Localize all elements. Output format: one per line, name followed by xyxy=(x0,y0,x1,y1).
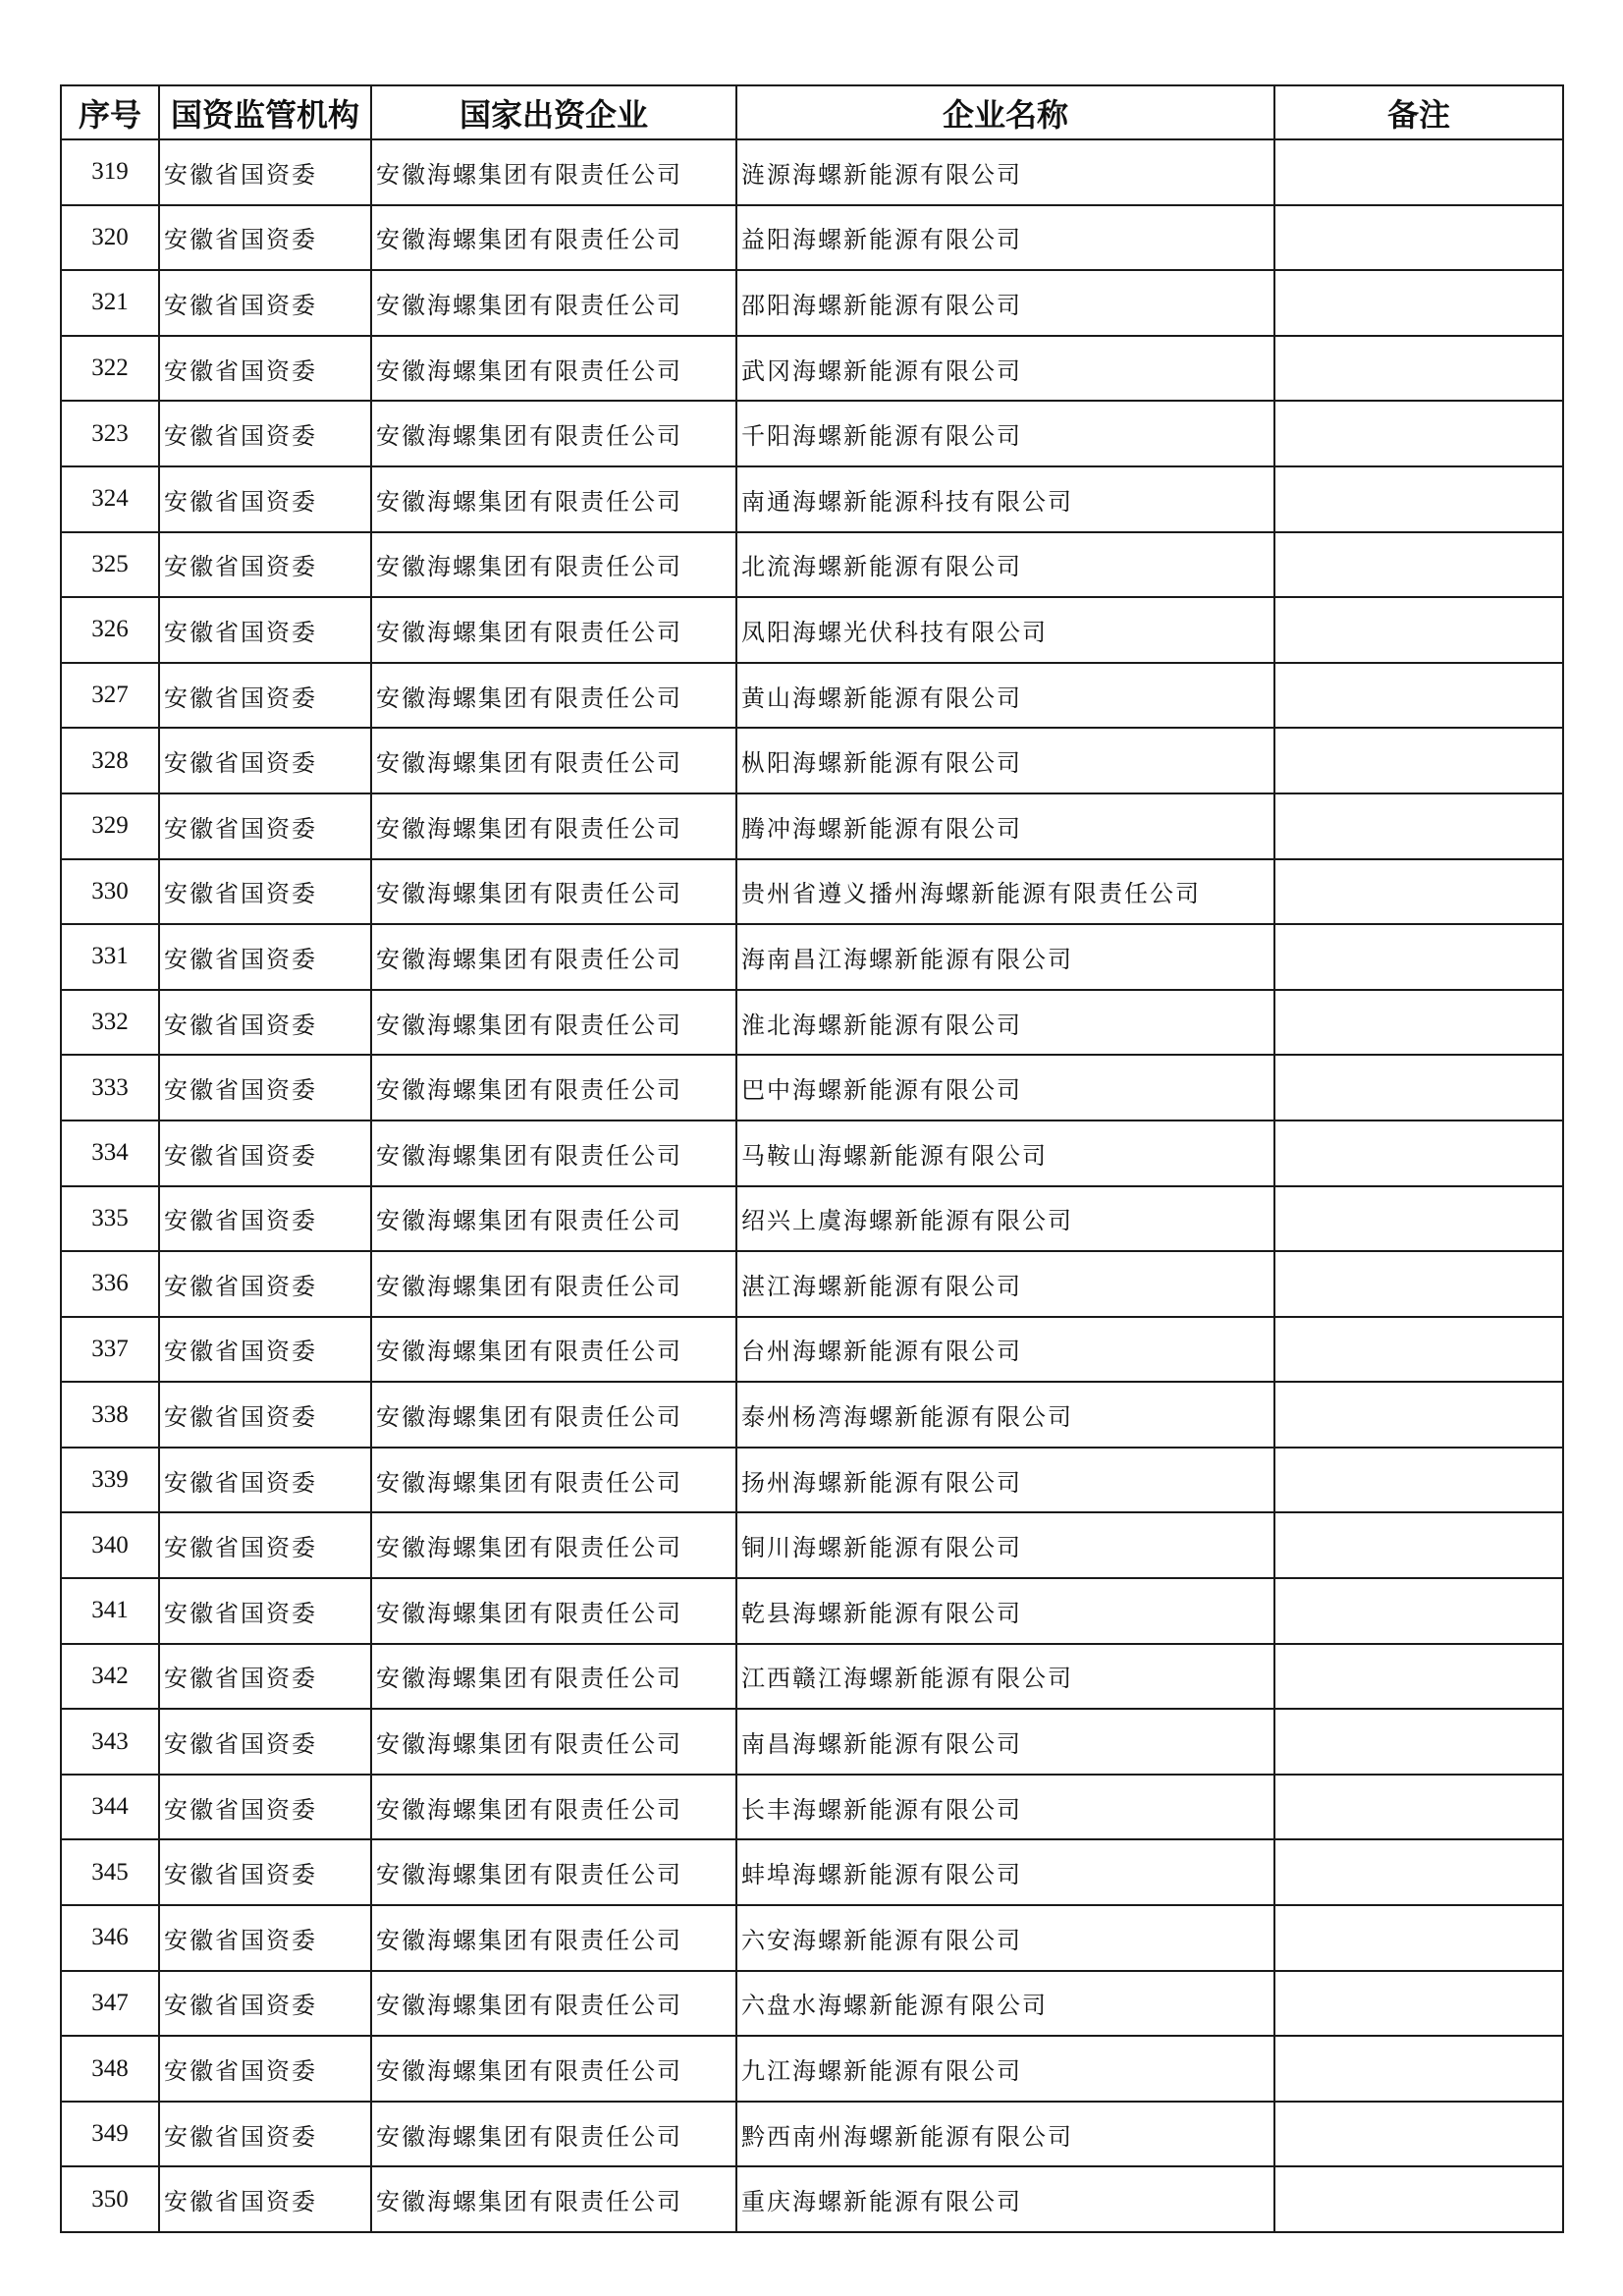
note-cell xyxy=(1274,139,1563,205)
table-row xyxy=(61,1905,1563,1971)
note-cell xyxy=(1274,1448,1563,1513)
serial-cell: 320 xyxy=(61,205,159,271)
investor-cell: 安徽海螺集团有限责任公司 xyxy=(371,1382,736,1448)
investor-cell: 安徽海螺集团有限责任公司 xyxy=(371,466,736,532)
note-cell xyxy=(1274,2036,1563,2102)
table-row xyxy=(61,728,1563,793)
header-investor: 国家出资企业 xyxy=(371,85,736,139)
serial-cell: 341 xyxy=(61,1578,159,1644)
investor-cell: 安徽海螺集团有限责任公司 xyxy=(371,1317,736,1383)
company-cell: 淮北海螺新能源有限公司 xyxy=(736,990,1274,1056)
regulator-cell: 安徽省国资委 xyxy=(159,859,371,925)
table-row xyxy=(61,1709,1563,1775)
investor-cell: 安徽海螺集团有限责任公司 xyxy=(371,1839,736,1905)
enterprise-table xyxy=(60,84,1564,2233)
company-cell: 南通海螺新能源科技有限公司 xyxy=(736,466,1274,532)
table-row xyxy=(61,1055,1563,1121)
investor-cell: 安徽海螺集团有限责任公司 xyxy=(371,1905,736,1971)
investor-cell: 安徽海螺集团有限责任公司 xyxy=(371,139,736,205)
company-cell: 凤阳海螺光伏科技有限公司 xyxy=(736,597,1274,663)
table-row xyxy=(61,1644,1563,1710)
note-cell xyxy=(1274,728,1563,793)
header-note: 备注 xyxy=(1274,85,1563,139)
table-row xyxy=(61,1186,1563,1252)
investor-cell: 安徽海螺集团有限责任公司 xyxy=(371,1055,736,1121)
note-cell xyxy=(1274,1839,1563,1905)
regulator-cell: 安徽省国资委 xyxy=(159,1775,371,1840)
note-cell xyxy=(1274,401,1563,466)
company-cell: 武冈海螺新能源有限公司 xyxy=(736,336,1274,402)
header-regulator: 国资监管机构 xyxy=(159,85,371,139)
investor-cell: 安徽海螺集团有限责任公司 xyxy=(371,270,736,336)
serial-cell: 327 xyxy=(61,663,159,729)
company-cell: 益阳海螺新能源有限公司 xyxy=(736,205,1274,271)
investor-cell: 安徽海螺集团有限责任公司 xyxy=(371,1709,736,1775)
note-cell xyxy=(1274,1512,1563,1578)
regulator-cell: 安徽省国资委 xyxy=(159,532,371,598)
note-cell xyxy=(1274,1971,1563,2037)
company-cell: 绍兴上虞海螺新能源有限公司 xyxy=(736,1186,1274,1252)
company-cell: 九江海螺新能源有限公司 xyxy=(736,2036,1274,2102)
regulator-cell: 安徽省国资委 xyxy=(159,1512,371,1578)
table-row xyxy=(61,924,1563,990)
company-cell: 六安海螺新能源有限公司 xyxy=(736,1905,1274,1971)
investor-cell: 安徽海螺集团有限责任公司 xyxy=(371,2166,736,2232)
note-cell xyxy=(1274,663,1563,729)
serial-cell: 324 xyxy=(61,466,159,532)
regulator-cell: 安徽省国资委 xyxy=(159,1578,371,1644)
serial-cell: 338 xyxy=(61,1382,159,1448)
table-row xyxy=(61,1251,1563,1317)
table-row xyxy=(61,1578,1563,1644)
company-cell: 重庆海螺新能源有限公司 xyxy=(736,2166,1274,2232)
note-cell xyxy=(1274,1317,1563,1383)
serial-cell: 329 xyxy=(61,793,159,859)
table-row xyxy=(61,139,1563,205)
investor-cell: 安徽海螺集团有限责任公司 xyxy=(371,663,736,729)
company-cell: 铜川海螺新能源有限公司 xyxy=(736,1512,1274,1578)
serial-cell: 334 xyxy=(61,1121,159,1186)
note-cell xyxy=(1274,1644,1563,1710)
header-row xyxy=(61,85,1563,139)
investor-cell: 安徽海螺集团有限责任公司 xyxy=(371,597,736,663)
note-cell xyxy=(1274,2166,1563,2232)
note-cell xyxy=(1274,1186,1563,1252)
regulator-cell: 安徽省国资委 xyxy=(159,2166,371,2232)
regulator-cell: 安徽省国资委 xyxy=(159,2036,371,2102)
investor-cell: 安徽海螺集团有限责任公司 xyxy=(371,1121,736,1186)
table-row xyxy=(61,1775,1563,1840)
regulator-cell: 安徽省国资委 xyxy=(159,1317,371,1383)
table-row xyxy=(61,1839,1563,1905)
note-cell xyxy=(1274,1709,1563,1775)
serial-cell: 333 xyxy=(61,1055,159,1121)
company-cell: 长丰海螺新能源有限公司 xyxy=(736,1775,1274,1840)
serial-cell: 339 xyxy=(61,1448,159,1513)
regulator-cell: 安徽省国资委 xyxy=(159,1186,371,1252)
table-row xyxy=(61,2036,1563,2102)
header-serial: 序号 xyxy=(61,85,159,139)
table-row xyxy=(61,466,1563,532)
serial-cell: 345 xyxy=(61,1839,159,1905)
regulator-cell: 安徽省国资委 xyxy=(159,1382,371,1448)
note-cell xyxy=(1274,1905,1563,1971)
serial-cell: 348 xyxy=(61,2036,159,2102)
table-row xyxy=(61,663,1563,729)
table-row xyxy=(61,1382,1563,1448)
company-cell: 涟源海螺新能源有限公司 xyxy=(736,139,1274,205)
note-cell xyxy=(1274,532,1563,598)
investor-cell: 安徽海螺集团有限责任公司 xyxy=(371,205,736,271)
company-cell: 海南昌江海螺新能源有限公司 xyxy=(736,924,1274,990)
investor-cell: 安徽海螺集团有限责任公司 xyxy=(371,859,736,925)
company-cell: 南昌海螺新能源有限公司 xyxy=(736,1709,1274,1775)
note-cell xyxy=(1274,859,1563,925)
serial-cell: 346 xyxy=(61,1905,159,1971)
serial-cell: 342 xyxy=(61,1644,159,1710)
serial-cell: 340 xyxy=(61,1512,159,1578)
company-cell: 北流海螺新能源有限公司 xyxy=(736,532,1274,598)
company-cell: 巴中海螺新能源有限公司 xyxy=(736,1055,1274,1121)
regulator-cell: 安徽省国资委 xyxy=(159,1055,371,1121)
investor-cell: 安徽海螺集团有限责任公司 xyxy=(371,1644,736,1710)
serial-cell: 332 xyxy=(61,990,159,1056)
serial-cell: 323 xyxy=(61,401,159,466)
company-cell: 扬州海螺新能源有限公司 xyxy=(736,1448,1274,1513)
investor-cell: 安徽海螺集团有限责任公司 xyxy=(371,990,736,1056)
company-cell: 江西赣江海螺新能源有限公司 xyxy=(736,1644,1274,1710)
company-cell: 台州海螺新能源有限公司 xyxy=(736,1317,1274,1383)
table-row xyxy=(61,2166,1563,2232)
company-cell: 黄山海螺新能源有限公司 xyxy=(736,663,1274,729)
regulator-cell: 安徽省国资委 xyxy=(159,793,371,859)
serial-cell: 343 xyxy=(61,1709,159,1775)
note-cell xyxy=(1274,990,1563,1056)
investor-cell: 安徽海螺集团有限责任公司 xyxy=(371,532,736,598)
company-cell: 邵阳海螺新能源有限公司 xyxy=(736,270,1274,336)
regulator-cell: 安徽省国资委 xyxy=(159,466,371,532)
serial-cell: 322 xyxy=(61,336,159,402)
header-company: 企业名称 xyxy=(736,85,1274,139)
table-row xyxy=(61,1448,1563,1513)
company-cell: 枞阳海螺新能源有限公司 xyxy=(736,728,1274,793)
regulator-cell: 安徽省国资委 xyxy=(159,1709,371,1775)
investor-cell: 安徽海螺集团有限责任公司 xyxy=(371,336,736,402)
note-cell xyxy=(1274,205,1563,271)
regulator-cell: 安徽省国资委 xyxy=(159,2102,371,2167)
regulator-cell: 安徽省国资委 xyxy=(159,597,371,663)
serial-cell: 335 xyxy=(61,1186,159,1252)
serial-cell: 350 xyxy=(61,2166,159,2232)
table-row xyxy=(61,336,1563,402)
serial-cell: 349 xyxy=(61,2102,159,2167)
investor-cell: 安徽海螺集团有限责任公司 xyxy=(371,1971,736,2037)
investor-cell: 安徽海螺集团有限责任公司 xyxy=(371,728,736,793)
serial-cell: 328 xyxy=(61,728,159,793)
company-cell: 贵州省遵义播州海螺新能源有限责任公司 xyxy=(736,859,1274,925)
serial-cell: 330 xyxy=(61,859,159,925)
table-row xyxy=(61,793,1563,859)
serial-cell: 336 xyxy=(61,1251,159,1317)
regulator-cell: 安徽省国资委 xyxy=(159,1251,371,1317)
company-cell: 六盘水海螺新能源有限公司 xyxy=(736,1971,1274,2037)
serial-cell: 326 xyxy=(61,597,159,663)
regulator-cell: 安徽省国资委 xyxy=(159,1971,371,2037)
note-cell xyxy=(1274,1382,1563,1448)
table-row xyxy=(61,1121,1563,1186)
note-cell xyxy=(1274,1251,1563,1317)
table-row xyxy=(61,532,1563,598)
serial-cell: 321 xyxy=(61,270,159,336)
table-row xyxy=(61,1317,1563,1383)
table-row xyxy=(61,1512,1563,1578)
investor-cell: 安徽海螺集团有限责任公司 xyxy=(371,1578,736,1644)
regulator-cell: 安徽省国资委 xyxy=(159,205,371,271)
table-row xyxy=(61,859,1563,925)
regulator-cell: 安徽省国资委 xyxy=(159,1839,371,1905)
regulator-cell: 安徽省国资委 xyxy=(159,401,371,466)
note-cell xyxy=(1274,1121,1563,1186)
regulator-cell: 安徽省国资委 xyxy=(159,1121,371,1186)
note-cell xyxy=(1274,336,1563,402)
regulator-cell: 安徽省国资委 xyxy=(159,663,371,729)
table-row xyxy=(61,1971,1563,2037)
note-cell xyxy=(1274,924,1563,990)
investor-cell: 安徽海螺集团有限责任公司 xyxy=(371,1775,736,1840)
table-row xyxy=(61,401,1563,466)
investor-cell: 安徽海螺集团有限责任公司 xyxy=(371,2102,736,2167)
table-row xyxy=(61,270,1563,336)
investor-cell: 安徽海螺集团有限责任公司 xyxy=(371,1186,736,1252)
serial-cell: 331 xyxy=(61,924,159,990)
regulator-cell: 安徽省国资委 xyxy=(159,1448,371,1513)
company-cell: 泰州杨湾海螺新能源有限公司 xyxy=(736,1382,1274,1448)
investor-cell: 安徽海螺集团有限责任公司 xyxy=(371,401,736,466)
regulator-cell: 安徽省国资委 xyxy=(159,924,371,990)
investor-cell: 安徽海螺集团有限责任公司 xyxy=(371,1251,736,1317)
table-body xyxy=(61,139,1563,2232)
table-row xyxy=(61,990,1563,1056)
company-cell: 湛江海螺新能源有限公司 xyxy=(736,1251,1274,1317)
company-cell: 千阳海螺新能源有限公司 xyxy=(736,401,1274,466)
table-row xyxy=(61,205,1563,271)
investor-cell: 安徽海螺集团有限责任公司 xyxy=(371,1448,736,1513)
regulator-cell: 安徽省国资委 xyxy=(159,990,371,1056)
company-cell: 黔西南州海螺新能源有限公司 xyxy=(736,2102,1274,2167)
regulator-cell: 安徽省国资委 xyxy=(159,1905,371,1971)
table-row xyxy=(61,597,1563,663)
table-row xyxy=(61,2102,1563,2167)
note-cell xyxy=(1274,2102,1563,2167)
regulator-cell: 安徽省国资委 xyxy=(159,139,371,205)
regulator-cell: 安徽省国资委 xyxy=(159,336,371,402)
serial-cell: 337 xyxy=(61,1317,159,1383)
company-cell: 蚌埠海螺新能源有限公司 xyxy=(736,1839,1274,1905)
regulator-cell: 安徽省国资委 xyxy=(159,728,371,793)
serial-cell: 325 xyxy=(61,532,159,598)
note-cell xyxy=(1274,270,1563,336)
company-cell: 腾冲海螺新能源有限公司 xyxy=(736,793,1274,859)
serial-cell: 344 xyxy=(61,1775,159,1840)
serial-cell: 347 xyxy=(61,1971,159,2037)
investor-cell: 安徽海螺集团有限责任公司 xyxy=(371,1512,736,1578)
company-cell: 乾县海螺新能源有限公司 xyxy=(736,1578,1274,1644)
investor-cell: 安徽海螺集团有限责任公司 xyxy=(371,924,736,990)
regulator-cell: 安徽省国资委 xyxy=(159,1644,371,1710)
company-cell: 马鞍山海螺新能源有限公司 xyxy=(736,1121,1274,1186)
regulator-cell: 安徽省国资委 xyxy=(159,270,371,336)
note-cell xyxy=(1274,466,1563,532)
note-cell xyxy=(1274,597,1563,663)
note-cell xyxy=(1274,1775,1563,1840)
note-cell xyxy=(1274,1578,1563,1644)
note-cell xyxy=(1274,793,1563,859)
investor-cell: 安徽海螺集团有限责任公司 xyxy=(371,793,736,859)
note-cell xyxy=(1274,1055,1563,1121)
serial-cell: 319 xyxy=(61,139,159,205)
investor-cell: 安徽海螺集团有限责任公司 xyxy=(371,2036,736,2102)
